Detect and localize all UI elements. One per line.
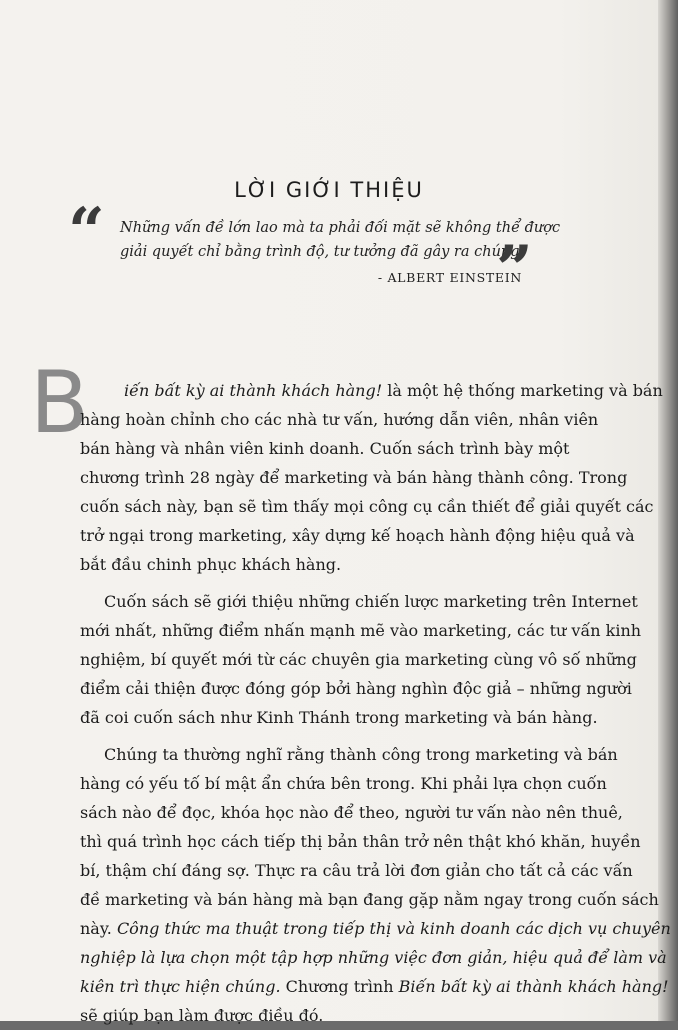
text-line: [80, 521, 635, 550]
text-span: bán hàng và nhân viên kinh doanh. Cuốn sách trình bày một: [80, 439, 570, 458]
paragraph-1: [80, 376, 663, 579]
text-line: [80, 943, 667, 972]
text-line: [80, 492, 654, 521]
text-span: bắt đầu chinh phục khách hàng.: [80, 555, 342, 574]
text-span: Chúng ta thường nghĩ rằng thành công trong marketing và bán: [104, 745, 618, 764]
quote-author: - ALBERT EINSTEIN: [377, 270, 522, 285]
text-line: [80, 463, 628, 492]
text-span: Chương trình: [280, 977, 399, 996]
open-quote-icon: “: [68, 194, 105, 269]
text-span: đề marketing và bán hàng mà bạn đang gặp nằm ngay trong cuốn sách: [80, 890, 659, 909]
italic-text: nghiệp là lựa chọn một tập hợp những việc đơn giản, hiệu quả để làm và: [80, 948, 667, 967]
text-line: [80, 972, 669, 1001]
text-span: cuốn sách này, bạn sẽ tìm thấy mọi công cụ cần thiết để giải quyết các: [80, 497, 654, 516]
book-spine-shadow: [658, 0, 678, 1021]
text-span: hàng hoàn chỉnh cho các nhà tư vấn, hướng dẫn viên, nhân viên: [80, 410, 599, 429]
text-line: [80, 798, 628, 827]
text-span: sẽ giúp bạn làm được điều đó.: [80, 1006, 324, 1025]
text-line: [80, 434, 628, 463]
italic-text: kiên trì thực hiện chúng.: [80, 977, 281, 996]
text-line: nghiệm, bí quyết mới từ các chuyên gia marketing cùng vô số những: [80, 650, 637, 669]
text-span: trở ngại trong marketing, xây dựng kế hoạch hành động hiệu quả và: [80, 526, 635, 545]
chapter-title: LỜI GIỚI THIỆU: [234, 178, 424, 202]
italic-text: Công thức ma thuật trong tiếp thị và kinh doanh các dịch vụ chuyên: [116, 919, 671, 938]
text-line: [80, 1001, 628, 1030]
drop-cap: B: [30, 353, 89, 453]
text-line: điểm cải thiện được đóng góp bởi hàng nghìn độc giả – những người: [80, 679, 632, 698]
text-line: [80, 769, 628, 798]
close-quote-icon: ”: [496, 232, 533, 307]
text-span: chương trình 28 ngày để marketing và bán hàng thành công. Trong: [80, 468, 628, 487]
body-text: [80, 376, 671, 1030]
text-line: [80, 740, 628, 769]
paragraph-3: [80, 740, 671, 1030]
text-span: này.: [80, 919, 117, 938]
italic-text: iến bất kỳ ai thành khách hàng!: [124, 381, 383, 400]
text-span: sách nào để đọc, khóa học nào để theo, người tư vấn nào nên thuê,: [80, 803, 623, 822]
text-line: [80, 856, 633, 885]
text-span: hàng có yếu tố bí mật ẩn chứa bên trong. Khi phải lựa chọn cuốn: [80, 774, 607, 793]
quote-line-1: Những vấn đề lớn lao mà ta phải đối mặt sẽ không thể được: [120, 220, 561, 236]
text-line: đã coi cuốn sách như Kinh Thánh trong marketing và bán hàng.: [80, 708, 598, 727]
text-line: [80, 885, 659, 914]
text-span: là một hệ thống marketing và bán: [382, 381, 663, 400]
paragraph-2: [80, 587, 642, 732]
quote-line-2: giải quyết chỉ bằng trình độ, tư tưởng đã gây ra chúng.: [120, 244, 525, 260]
text-line: [80, 827, 641, 856]
text-line: mới nhất, những điểm nhấn mạnh mẽ vào marketing, các tư vấn kinh: [80, 621, 642, 640]
text-line: [80, 405, 628, 434]
text-span: thì quá trình học cách tiếp thị bản thân trở nên thật khó khăn, huyền: [80, 832, 641, 851]
italic-text: Biến bất kỳ ai thành khách hàng!: [398, 977, 669, 996]
text-line: [80, 914, 671, 943]
text-line: [80, 376, 663, 405]
text-line: Cuốn sách sẽ giới thiệu những chiến lược marketing trên Internet: [104, 592, 638, 611]
text-span: bí, thậm chí đáng sợ. Thực ra câu trả lời đơn giản cho tất cả các vấn: [80, 861, 633, 880]
epigraph-quote: [120, 216, 561, 264]
text-line: [80, 550, 628, 579]
